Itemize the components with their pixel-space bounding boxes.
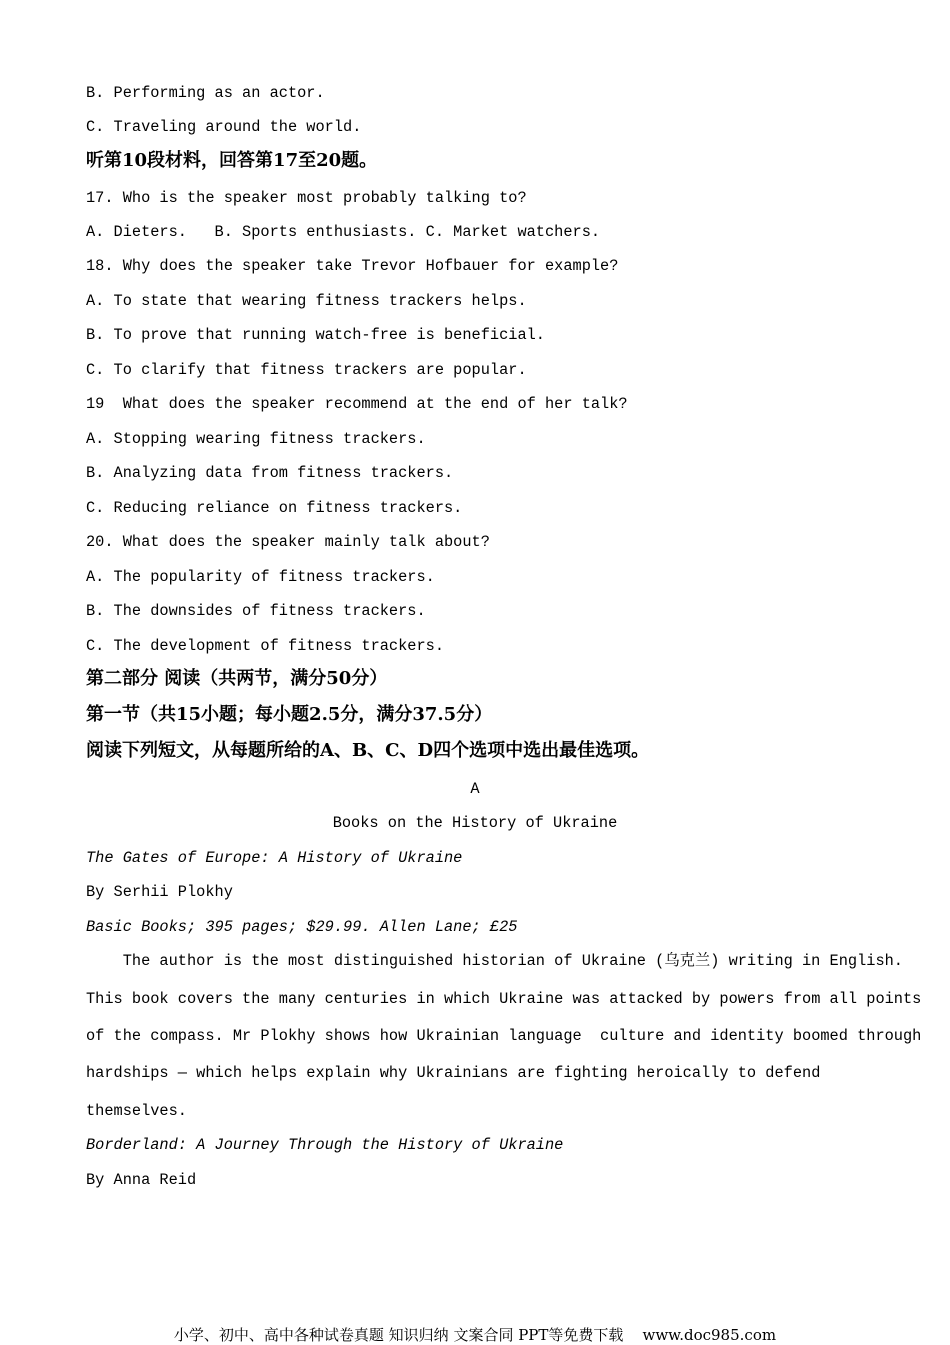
section-1-heading: 第一节（共15小题；每小题2.5分，满分37.5分） <box>86 704 493 725</box>
book-1-publisher: Basic Books; 395 pages; $29.99. Allen Lane; £25 <box>86 918 518 936</box>
section-10-heading: 听第10段材料，回答第17至20题。 <box>86 150 378 171</box>
book-1-title: The Gates of Europe: A History of Ukraine <box>86 849 463 867</box>
q20-option-b: B. The downsides of fitness trackers. <box>86 602 426 620</box>
question-19: 19 What does the speaker recommend at the end of her talk? <box>86 395 628 413</box>
q20-option-c: C. The development of fitness trackers. <box>86 637 445 655</box>
page-footer: 小学、初中、高中各种试卷真题 知识归纳 文案合同 PPT等免费下载 www.doc985.com <box>173 1326 777 1344</box>
book-1-author: By Serhii Plokhy <box>86 883 233 901</box>
q18-option-a: A. To state that wearing fitness trackers helps. <box>86 292 527 310</box>
book-1-paragraph-line-1: The author is the most distinguished historian of Ukraine (乌克兰) writing in English. <box>86 952 903 970</box>
q16-option-b: B. Performing as an actor. <box>86 84 325 102</box>
q19-option-c: C. Reducing reliance on fitness trackers. <box>86 499 463 517</box>
question-20: 20. What does the speaker mainly talk about? <box>86 533 490 551</box>
book-2-title: Borderland: A Journey Through the History of Ukraine <box>86 1136 564 1154</box>
question-18: 18. Why does the speaker take Trevor Hofbauer for example? <box>86 257 619 275</box>
book-1-paragraph-line-2: This book covers the many centuries in which Ukraine was attacked by powers from all points <box>86 990 922 1008</box>
q20-option-a: A. The popularity of fitness trackers. <box>86 568 435 586</box>
q16-option-c: C. Traveling around the world. <box>86 118 362 136</box>
q17-options: A. Dieters. B. Sports enthusiasts. C. Market watchers. <box>86 223 601 241</box>
passage-title: Books on the History of Ukraine <box>332 814 618 832</box>
q19-option-a: A. Stopping wearing fitness trackers. <box>86 430 426 448</box>
book-1-paragraph-line-4: hardships — which helps explain why Ukrainians are fighting heroically to defend <box>86 1064 821 1082</box>
q19-option-b: B. Analyzing data from fitness trackers. <box>86 464 454 482</box>
reading-instructions: 阅读下列短文，从每题所给的A、B、C、D四个选项中选出最佳选项。 <box>86 740 650 761</box>
part-2-heading: 第二部分 阅读（共两节，满分50分） <box>86 668 388 689</box>
book-2-author: By Anna Reid <box>86 1171 197 1189</box>
q18-option-b: B. To prove that running watch-free is beneficial. <box>86 326 545 344</box>
q18-option-c: C. To clarify that fitness trackers are popular. <box>86 361 527 379</box>
book-1-paragraph-line-5: themselves. <box>86 1102 187 1120</box>
passage-letter: A <box>470 780 480 798</box>
question-17: 17. Who is the speaker most probably talking to? <box>86 189 527 207</box>
book-1-paragraph-line-3: of the compass. Mr Plokhy shows how Ukrainian language culture and identity boomed through <box>86 1027 922 1045</box>
